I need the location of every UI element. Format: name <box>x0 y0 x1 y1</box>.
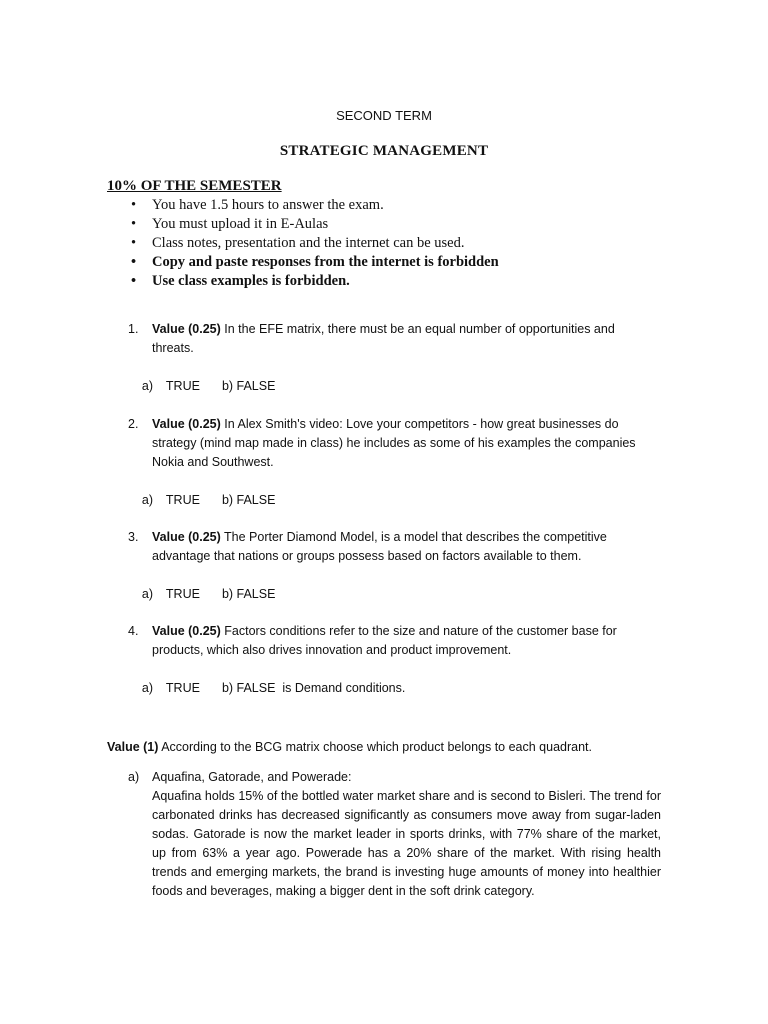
option-false[interactable]: b) FALSE <box>221 379 276 393</box>
rule-item <box>131 215 499 234</box>
answer-options-2 <box>128 472 275 529</box>
item-paragraph: Aquafina holds 15% of the bottled water market share and is second to Bisleri. The trend for carbonated drinks has decreased significantly as consumers move away from sugar-laden sodas. Gatorade is now the market leader in sports drinks, with 77% share of the market, up from 63% a year ago. Powerade has a 20% share of the market. With rising health trends and emerging markets, the brand is investing huge amounts of money into healthier foods and beverages, making a bigger dent in the soft drink category. <box>152 789 661 898</box>
answer-options-3 <box>128 566 275 623</box>
bullet-icon: • <box>131 254 137 270</box>
bcg-item-a <box>128 768 661 901</box>
question-3 <box>128 528 638 566</box>
rule-text: Use class examples is forbidden. <box>152 273 350 289</box>
option-false[interactable]: b) FALSE is Demand conditions. <box>221 681 406 695</box>
question-1 <box>128 320 638 358</box>
item-label: a) <box>128 770 140 784</box>
rule-text: You have 1.5 hours to answer the exam. <box>152 197 384 213</box>
bullet-icon: • <box>131 197 137 213</box>
bullet-icon: • <box>131 216 137 232</box>
question-4 <box>128 622 638 660</box>
term-title: SECOND TERM <box>336 108 432 123</box>
answer-options-4 <box>128 660 405 717</box>
option-true[interactable]: TRUE <box>165 493 200 507</box>
option-true[interactable]: TRUE <box>165 681 200 695</box>
rule-text: Class notes, presentation and the internet can be used. <box>152 235 465 251</box>
question-number: 2. <box>128 417 139 431</box>
option-true[interactable]: TRUE <box>165 379 200 393</box>
rule-text: Copy and paste responses from the internet is forbidden <box>152 254 499 270</box>
question-text: In Alex Smith's video: Love your competitors - how great businesses do strategy (mind map made in class) he includes as some of his examples the companies Nokia and Southwest. <box>152 417 636 469</box>
rule-item <box>131 272 499 291</box>
item-heading: Aquafina, Gatorade, and Powerade: <box>152 770 352 784</box>
semester-heading: 10% OF THE SEMESTER <box>107 178 282 194</box>
question-value: Value (0.25) <box>152 417 221 431</box>
question-text: Factors conditions refer to the size and nature of the customer base for products, which also drives innovation and product improvement. <box>152 624 617 657</box>
question-text: According to the BCG matrix choose which product belongs to each quadrant. <box>158 740 593 754</box>
rule-item <box>131 234 499 253</box>
bullet-icon: • <box>131 235 137 251</box>
question-number: 1. <box>128 322 139 336</box>
question-value: Value (1) <box>107 740 159 754</box>
question-text: In the EFE matrix, there must be an equal number of opportunities and threats. <box>152 322 615 355</box>
answer-label: a) <box>141 587 154 601</box>
question-2 <box>128 415 638 472</box>
question-value: Value (0.25) <box>152 624 221 638</box>
answer-label: a) <box>141 681 154 695</box>
option-true[interactable]: TRUE <box>165 587 200 601</box>
option-false[interactable]: b) FALSE <box>221 493 276 507</box>
subject-title: STRATEGIC MANAGEMENT <box>279 143 489 159</box>
rule-item <box>131 196 499 215</box>
question-text: The Porter Diamond Model, is a model that describes the competitive advantage that nations or groups possess based on factors available to them. <box>152 530 607 563</box>
bullet-icon: • <box>131 273 137 289</box>
question-value: Value (0.25) <box>152 322 221 336</box>
answer-options-1 <box>128 358 275 415</box>
rule-item <box>131 253 499 272</box>
question-number: 4. <box>128 624 139 638</box>
rules-list <box>131 196 499 291</box>
question-number: 3. <box>128 530 139 544</box>
answer-label: a) <box>141 493 154 507</box>
option-false[interactable]: b) FALSE <box>221 587 276 601</box>
answer-label: a) <box>141 379 154 393</box>
bcg-question <box>107 738 592 757</box>
question-value: Value (0.25) <box>152 530 221 544</box>
rule-text: You must upload it in E-Aulas <box>152 216 329 232</box>
